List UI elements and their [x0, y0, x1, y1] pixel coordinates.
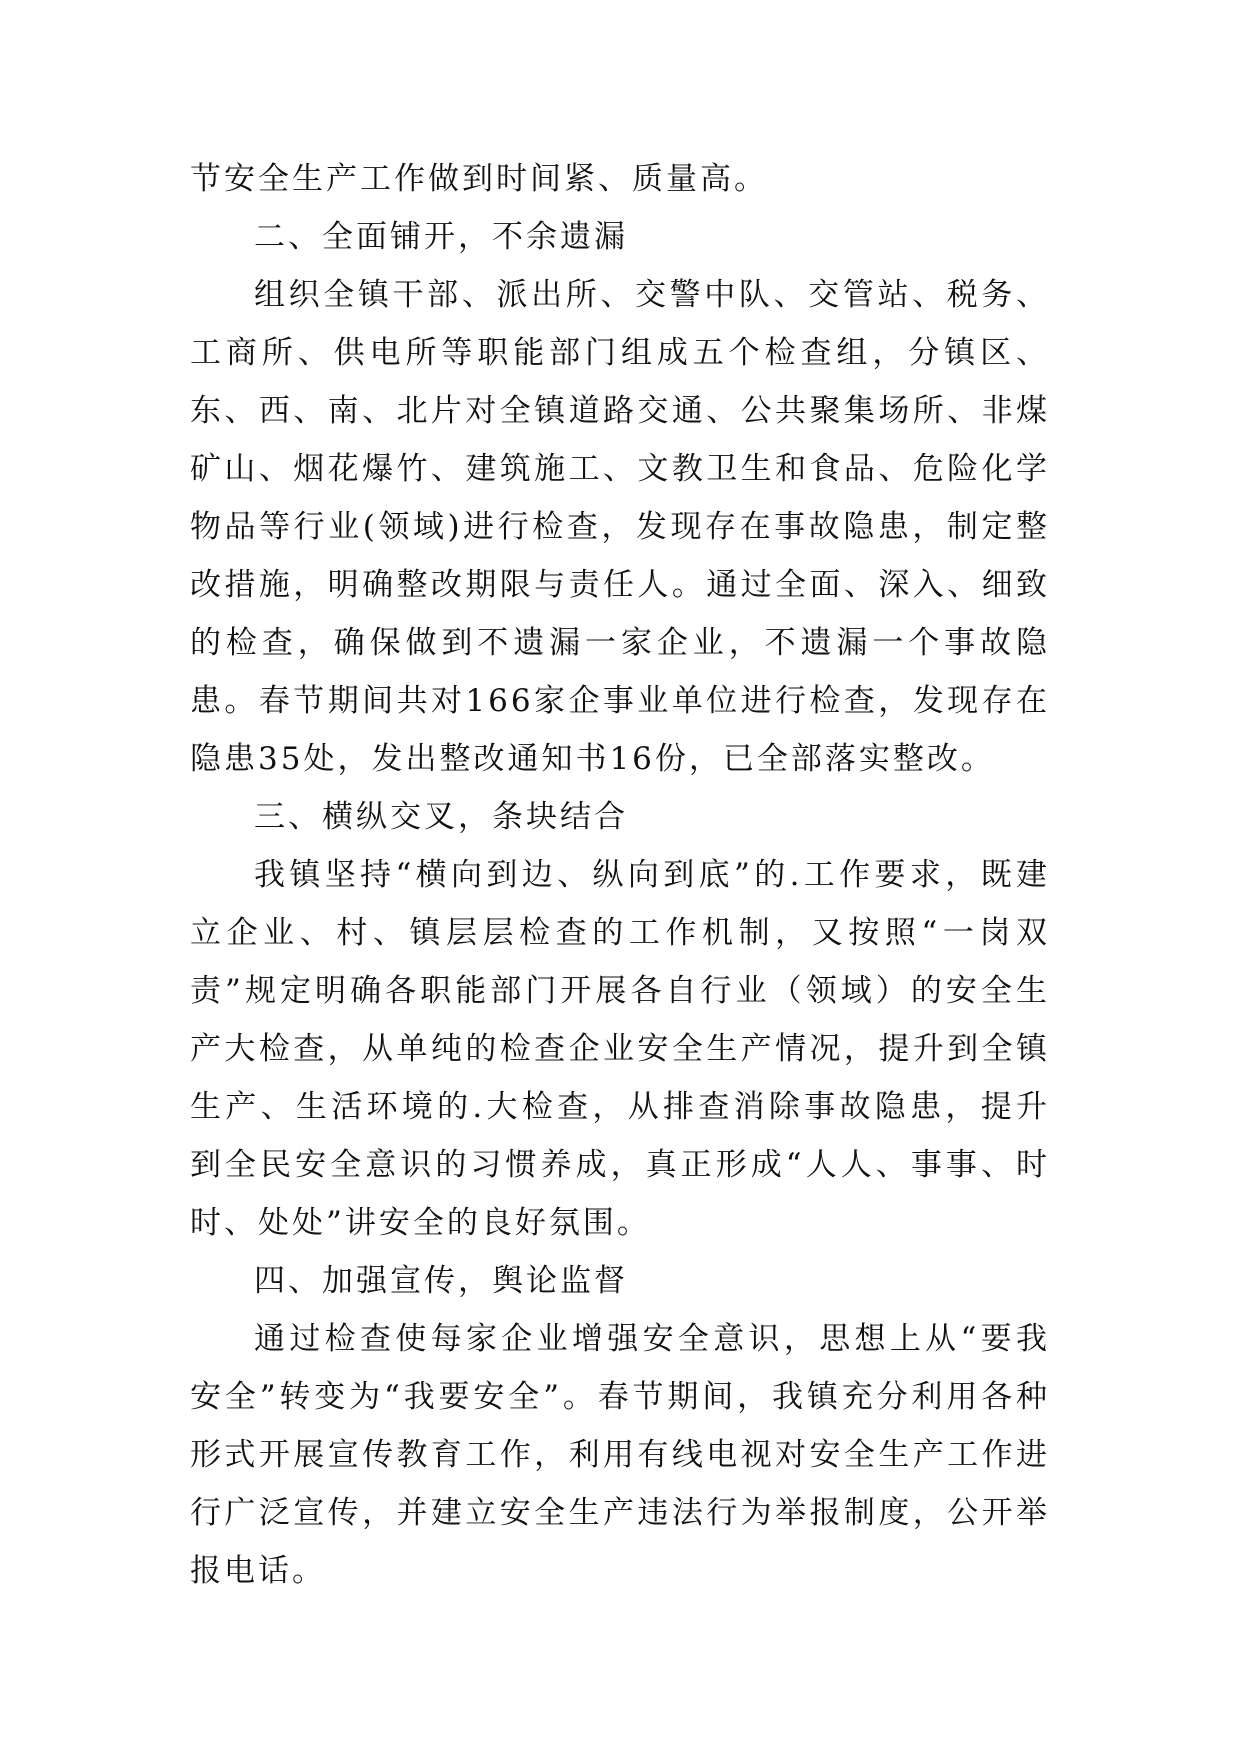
- section-heading-3: 三、横纵交叉，条块结合: [254, 799, 628, 835]
- paragraph-inspection: 组织全镇干部、派出所、交警中队、交管站、税务、工商所、供电所等职能部门组成五个检查组，分镇区、东、西、南、北片对全镇道路交通、公共聚集场所、非煤矿山、烟花爆竹、建筑施工、文教卫生和食品、危险化学物品等行业(领域)进行检查，发现存在事故隐患，制定整改措施，明确整改期限与责任人。通过全面、深入、细致的检查，确保做到不遗漏一家企业，不遗漏一个事故隐患。春节期间共对166家企事业单位进行检查，发现存在隐患35处，发出整改通知书16份，已全部落实整改。: [190, 277, 1050, 777]
- paragraph-continuation: 节安全生产工作做到时间紧、质量高。: [190, 161, 768, 197]
- paragraph-coordination: 我镇坚持“横向到边、纵向到底”的.工作要求，既建立企业、村、镇层层检查的工作机制，又按照“一岗双责”规定明确各职能部门开展各自行业（领域）的安全生产大检查，从单纯的检查企业安全生产情况，提升到全镇生产、生活环境的.大检查，从排查消除事故隐患，提升到全民安全意识的习惯养成，真正形成“人人、事事、时时、处处”讲安全的良好氛围。: [190, 857, 1050, 1241]
- section-heading-2: 二、全面铺开，不余遗漏: [254, 219, 628, 255]
- paragraph-publicity: 通过检查使每家企业增强安全意识，思想上从“要我安全”转变为“我要安全”。春节期间，我镇充分利用各种形式开展宣传教育工作，利用有线电视对安全生产工作进行广泛宣传，并建立安全生产违法行为举报制度，公开举报电话。: [190, 1321, 1050, 1589]
- section-heading-4: 四、加强宣传，舆论监督: [254, 1263, 628, 1299]
- document-page: [190, 150, 1050, 1600]
